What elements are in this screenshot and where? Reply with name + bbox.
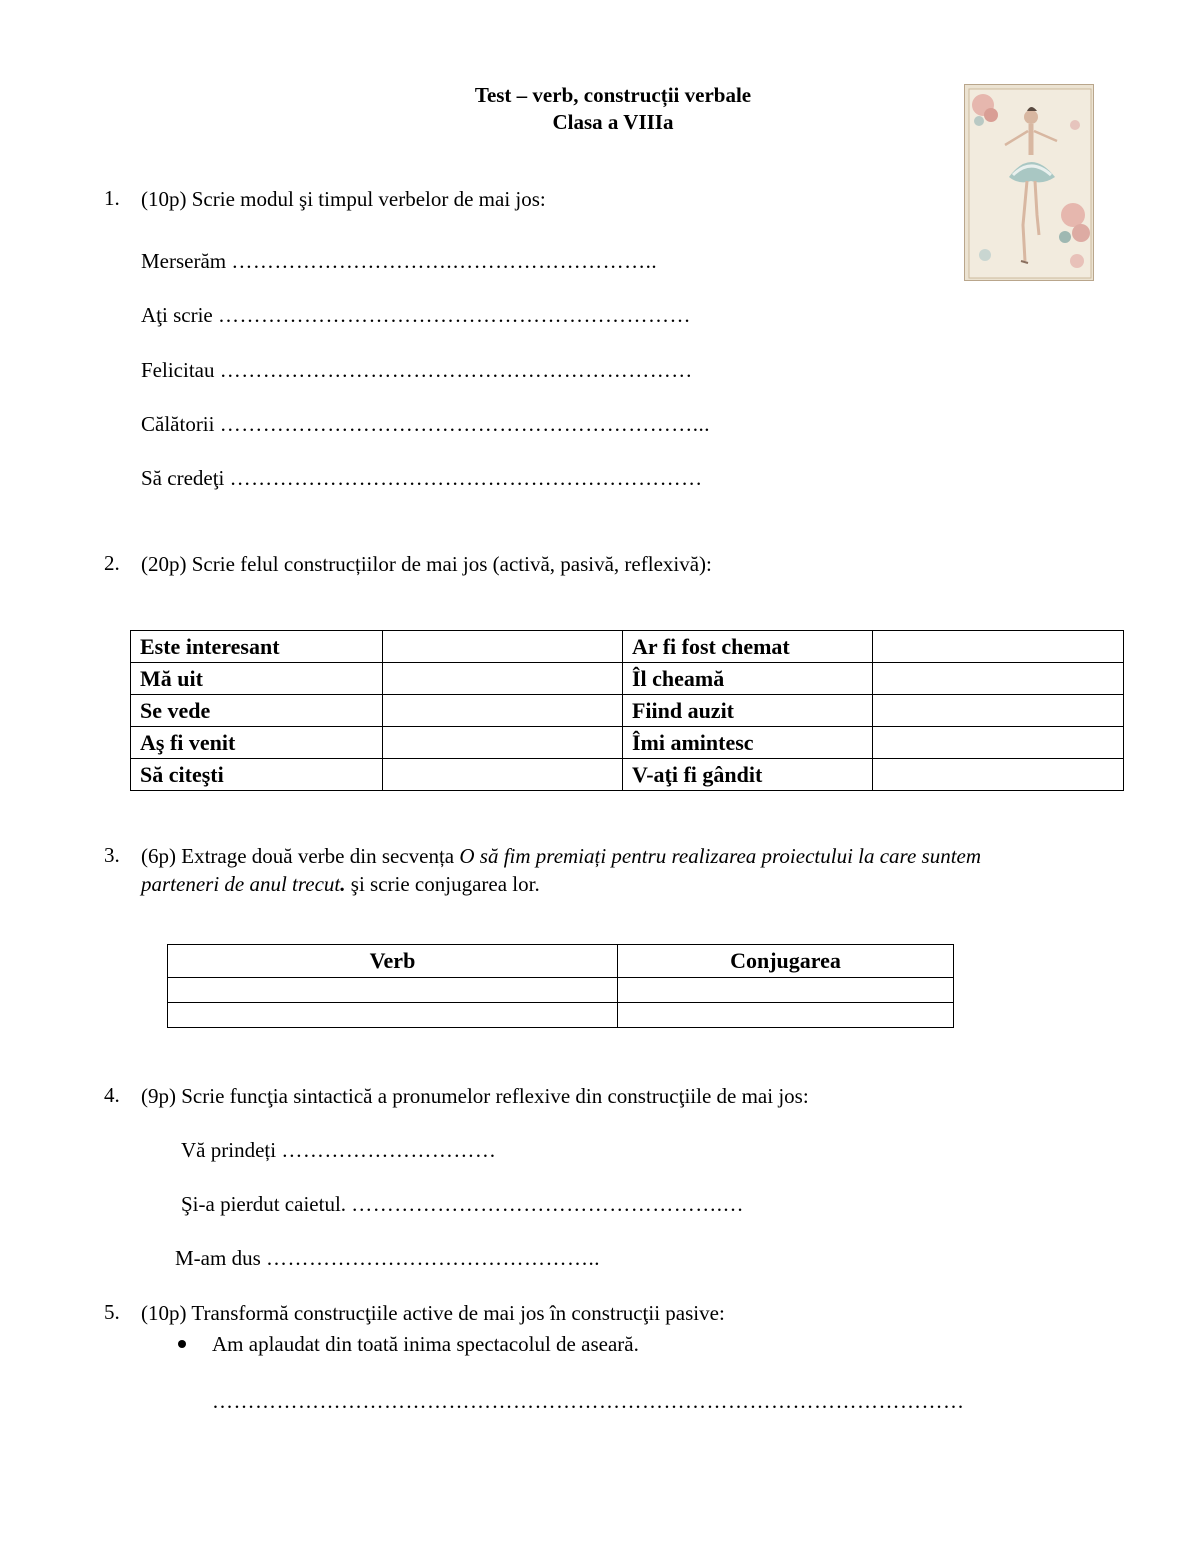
page-title	[330, 82, 896, 136]
answer-blank[interactable]: …………………………………………………………	[229, 466, 703, 490]
constructions-table	[130, 630, 1124, 791]
title-line-1: Test – verb, construcții verbale	[474, 83, 752, 107]
question-5-number: 5.	[104, 1300, 120, 1324]
q4-item-word: Şi-a pierdut caietul.	[181, 1192, 347, 1216]
table-row	[131, 759, 1124, 791]
q1-item	[141, 249, 657, 274]
answer-cell[interactable]	[168, 1003, 618, 1028]
conjugation-table	[167, 944, 954, 1028]
q1-item	[141, 358, 693, 383]
question-5-prompt: (10p) Transformă construcţiile active de mai jos în construcţii pasive:	[141, 1301, 725, 1325]
answer-cell[interactable]	[383, 695, 623, 727]
construction-cell: Aş fi venit	[131, 727, 383, 759]
answer-cell[interactable]	[618, 1003, 954, 1028]
q3-prompt-end: şi scrie conjugarea lor.	[345, 872, 540, 896]
q4-item	[175, 1246, 600, 1271]
answer-blank[interactable]: …………………………………………………………...	[219, 412, 710, 436]
column-header-conjugation: Conjugarea	[618, 945, 954, 978]
q3-quote-end: .	[340, 872, 346, 896]
q1-item-word: Călătorii	[141, 412, 215, 436]
question-2-prompt: (20p) Scrie felul construcțiilor de mai jos (activă, pasivă, reflexivă):	[141, 552, 712, 576]
answer-cell[interactable]	[168, 978, 618, 1003]
q5-bullet-text: Am aplaudat din toată inima spectacolul de aseară.	[212, 1332, 639, 1356]
q1-item	[141, 303, 691, 328]
construction-cell: V-aţi fi gândit	[622, 759, 872, 791]
construction-cell: Este interesant	[131, 631, 383, 663]
column-header-verb: Verb	[168, 945, 618, 978]
answer-cell[interactable]	[383, 663, 623, 695]
ballerina-illustration	[964, 84, 1094, 281]
q3-prompt-start: (6p) Extrage două verbe din secvența	[141, 844, 460, 868]
question-3-number: 3.	[104, 843, 120, 867]
answer-cell[interactable]	[872, 631, 1123, 663]
question-1-number: 1.	[104, 186, 120, 210]
q4-item-word: Vă prindeți	[181, 1138, 277, 1162]
answer-cell[interactable]	[383, 759, 623, 791]
answer-cell[interactable]	[383, 727, 623, 759]
answer-cell[interactable]	[872, 727, 1123, 759]
answer-blank[interactable]: …………………………	[281, 1138, 497, 1162]
q1-item-word: Felicitau	[141, 358, 215, 382]
answer-cell[interactable]	[872, 663, 1123, 695]
construction-cell: Îl cheamă	[622, 663, 872, 695]
answer-cell[interactable]	[872, 695, 1123, 727]
answer-blank[interactable]	[212, 1389, 965, 1414]
construction-cell: Fiind auzit	[622, 695, 872, 727]
q1-item	[141, 466, 703, 491]
q3-quote-line-2: parteneri de anul trecut	[141, 872, 341, 896]
answer-cell[interactable]	[872, 759, 1123, 791]
answer-cell[interactable]	[618, 978, 954, 1003]
answer-blank[interactable]: …………………………………………….…	[351, 1192, 745, 1216]
ballerina-icon	[965, 85, 1094, 281]
construction-cell: Mă uit	[131, 663, 383, 695]
construction-cell: Se vede	[131, 695, 383, 727]
construction-cell: Să citeşti	[131, 759, 383, 791]
question-4-prompt: (9p) Scrie funcţia sintactică a pronumelor reflexive din construcţiile de mai jos:	[141, 1084, 809, 1108]
q1-item-word: Să credeţi	[141, 466, 225, 490]
q5-answer-dots: ……………………………………………………………………………………………	[212, 1389, 965, 1413]
bullet-icon	[178, 1340, 186, 1348]
table-row	[168, 1003, 954, 1028]
question-3-prompt	[141, 842, 1121, 898]
table-row	[131, 695, 1124, 727]
title-line-2: Clasa a VIIIa	[552, 110, 674, 134]
table-row	[131, 663, 1124, 695]
q3-quote-line-1: O să fim premiați pentru realizarea proiectului la care suntem	[459, 844, 982, 868]
construction-cell: Ar fi fost chemat	[622, 631, 872, 663]
answer-blank[interactable]: ………………………………………..	[266, 1246, 600, 1270]
answer-blank[interactable]: ………………………….………………………..	[231, 249, 658, 273]
answer-blank[interactable]: …………………………………………………………	[217, 303, 691, 327]
question-4-number: 4.	[104, 1083, 120, 1107]
q4-item	[181, 1192, 744, 1217]
table-header-row	[168, 945, 954, 978]
question-2-number: 2.	[104, 551, 120, 575]
q1-item	[141, 412, 710, 437]
table-row	[131, 631, 1124, 663]
question-1-prompt: (10p) Scrie modul şi timpul verbelor de mai jos:	[141, 187, 546, 211]
answer-cell[interactable]	[383, 631, 623, 663]
table-row	[168, 978, 954, 1003]
construction-cell: Îmi amintesc	[622, 727, 872, 759]
q1-item-word: Merserăm	[141, 249, 227, 273]
q4-item	[181, 1138, 496, 1163]
q1-item-word: Aţi scrie	[141, 303, 213, 327]
answer-blank[interactable]: …………………………………………………………	[219, 358, 693, 382]
q4-item-word: M-am dus	[175, 1246, 261, 1270]
table-row	[131, 727, 1124, 759]
